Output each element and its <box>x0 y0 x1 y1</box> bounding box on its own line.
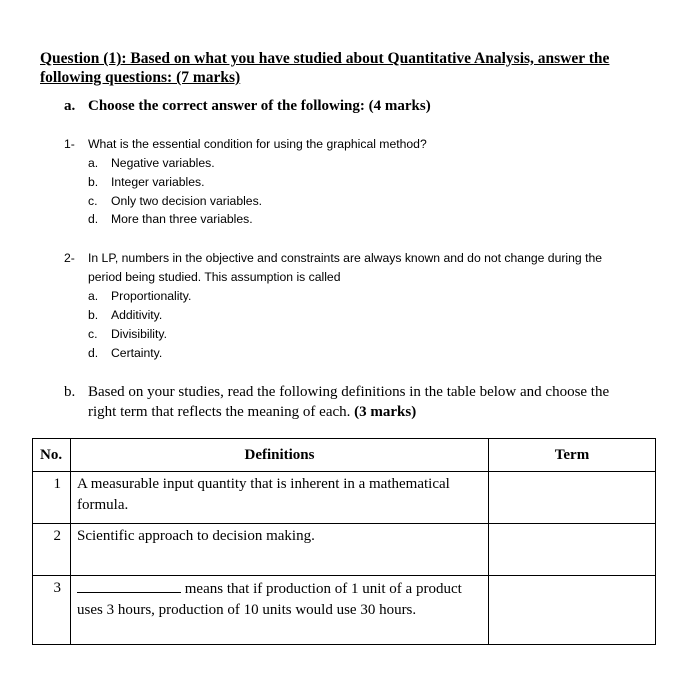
question-1-option-a[interactable]: Negative variables. <box>111 156 215 170</box>
question-1-option-c[interactable]: Only two decision variables. <box>111 194 263 208</box>
question-2-number: 2- <box>64 251 75 265</box>
row-1-number: 1 <box>33 472 71 524</box>
question-1-option-c-letter: c. <box>88 194 98 208</box>
row-2-definition: Scientific approach to decision making. <box>71 524 489 576</box>
table-row <box>33 576 656 645</box>
row-3-definition <box>71 576 489 645</box>
question-2-option-a-letter: a. <box>88 289 99 303</box>
row-3-definition-text: means that if production of 1 unit of a product uses 3 hours, production of 10 units would use 30 hours. <box>77 581 462 618</box>
question-1-number: 1- <box>64 137 75 151</box>
part-a-heading: Choose the correct answer of the following: (4 marks) <box>88 98 431 114</box>
row-2-term-cell[interactable] <box>489 524 656 576</box>
header-term: Term <box>489 439 656 472</box>
question-1-option-d-letter: d. <box>88 212 99 226</box>
part-b-marks: (3 marks) <box>354 404 417 420</box>
question-2-option-b-letter: b. <box>88 308 99 322</box>
part-a-label: a. <box>64 98 76 114</box>
row-3-term-cell[interactable] <box>489 576 656 645</box>
question-title-line-2: following questions: (7 marks) <box>40 69 241 86</box>
question-2-option-d[interactable]: Certainty. <box>111 346 163 360</box>
row-2-number: 2 <box>33 524 71 576</box>
fill-in-blank[interactable] <box>77 578 181 593</box>
question-2-option-c[interactable]: Divisibility. <box>111 327 167 341</box>
question-2-text-line-1: In LP, numbers in the objective and constraints are always known and do not change during the <box>88 251 603 265</box>
definitions-table <box>32 438 656 645</box>
header-no: No. <box>33 439 71 472</box>
header-definitions: Definitions <box>71 439 489 472</box>
question-1-option-b[interactable]: Integer variables. <box>111 175 205 189</box>
part-b-text-line-2 <box>88 402 416 422</box>
part-b-text: right term that reflects the meaning of each. <box>88 404 351 420</box>
row-1-definition: A measurable input quantity that is inherent in a mathematical formula. <box>71 472 489 524</box>
part-b-text-line-1: Based on your studies, read the following definitions in the table below and choose the <box>88 384 610 400</box>
question-2-option-a[interactable]: Proportionality. <box>111 289 192 303</box>
table-row <box>33 472 656 524</box>
question-2-option-c-letter: c. <box>88 327 98 341</box>
question-1-option-b-letter: b. <box>88 175 99 189</box>
row-3-number: 3 <box>33 576 71 645</box>
question-1-option-a-letter: a. <box>88 156 99 170</box>
question-1-text: What is the essential condition for using the graphical method? <box>88 137 427 151</box>
table-header-row <box>33 439 656 472</box>
part-b-label: b. <box>64 384 76 400</box>
question-2-text-line-2: period being studied. This assumption is called <box>88 270 341 284</box>
table-row <box>33 524 656 576</box>
question-title-line-1: Question (1): Based on what you have studied about Quantitative Analysis, answer the <box>40 50 610 67</box>
question-2-option-b[interactable]: Additivity. <box>111 308 163 322</box>
row-1-term-cell[interactable] <box>489 472 656 524</box>
question-2-option-d-letter: d. <box>88 346 99 360</box>
question-1-option-d[interactable]: More than three variables. <box>111 212 253 226</box>
